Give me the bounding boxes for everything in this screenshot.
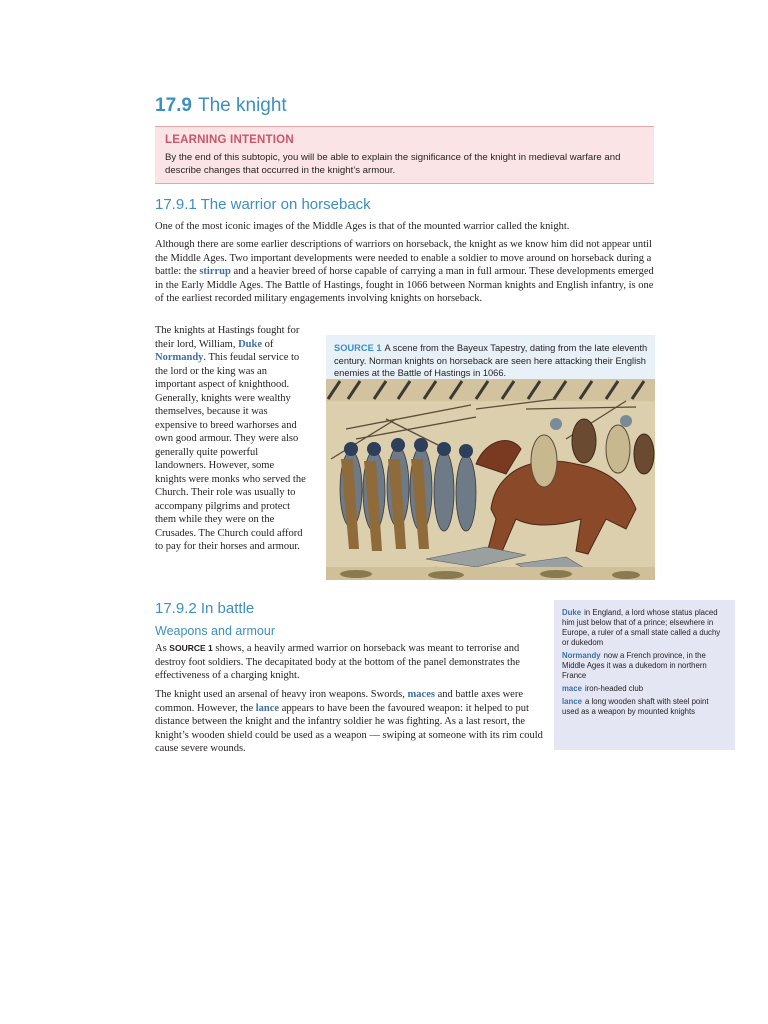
section-title	[155, 95, 287, 117]
glossary-term: lance	[562, 697, 582, 706]
text-span: shows, a heavily armed warrior on horseback was meant to terrorise and destroy foot soldiers. The decapitated body at the bottom of the panel demonstrates the effectiveness of a charging knight.	[155, 643, 520, 681]
section-title-text: The knight	[197, 95, 287, 116]
bayeux-tapestry-illustration	[326, 379, 655, 580]
paragraph-weapons	[155, 688, 543, 756]
glossary-definition: in England, a lord whose status placed him just below that of a prince; elsewhere in Europe, a ruler of a small state called a duchy or dukedom	[562, 608, 721, 647]
text-span: Although there are some earlier descriptions of warriors on horseback, the knight as we know him did not appear until the Middle Ages. Two important developments were needed to enable a soldier to move around on horseback during a battle: the	[155, 239, 652, 277]
paragraph-intro: One of the most iconic images of the Middle Ages is that of the mounted warrior called the knight.	[155, 221, 570, 232]
glossary-item-mace	[562, 684, 727, 694]
glossary-item-lance	[562, 697, 727, 717]
subsection-heading-battle: 17.9.2 In battle	[155, 600, 255, 617]
source-1-reference[interactable]: SOURCE 1	[169, 643, 213, 653]
keyword-duke[interactable]: Duke	[238, 338, 263, 350]
glossary-term: mace	[562, 684, 582, 693]
paragraph-foot-soldiers	[155, 642, 543, 683]
text-span: of	[262, 338, 274, 350]
keyword-maces[interactable]: maces	[407, 689, 435, 700]
section-number: 17.9	[155, 95, 192, 116]
keyword-normandy[interactable]: Normandy	[155, 352, 204, 363]
learning-intention-title: LEARNING INTENTION	[165, 134, 294, 146]
glossary-item-duke	[562, 608, 727, 648]
text-span: As	[155, 643, 170, 654]
subsection-subheading-weapons: Weapons and armour	[155, 624, 275, 638]
glossary-item-normandy	[562, 651, 727, 681]
bayeux-tapestry-image	[326, 379, 655, 580]
text-span: The knight used an arsenal of heavy iron weapons. Swords,	[155, 689, 408, 700]
source-1-figure	[326, 335, 655, 580]
paragraph-hastings	[155, 324, 307, 554]
text-span: The knights at Hastings fought for their lord, William,	[155, 325, 300, 350]
learning-intention-box	[155, 126, 654, 184]
text-span: and battle axes were common. However, the	[155, 689, 523, 714]
glossary-definition: iron-headed club	[584, 684, 644, 693]
keyword-lance[interactable]: lance	[255, 702, 280, 714]
source-1-caption	[334, 342, 652, 380]
subsection-heading-warrior: 17.9.1 The warrior on horseback	[155, 196, 371, 213]
glossary-term: Duke	[562, 608, 582, 617]
glossary-definition: now a French province, in the Middle Ages it was a dukedom in northern France	[562, 651, 707, 680]
keyword-stirrup[interactable]: stirrup	[199, 266, 231, 277]
paragraph-developments	[155, 238, 655, 306]
text-span: appears to have been the favoured weapon: it helped to put distance between the knight and the infantry soldier he was fighting. As a last resort, the knight’s wooden shield could be used as a weapon — swiping at someone with its rim could cause severe wounds.	[155, 702, 543, 754]
glossary-definition: a long wooden shaft with steel point used as a weapon by mounted knights	[562, 697, 709, 716]
glossary-box	[554, 600, 735, 750]
glossary-term: Normandy	[562, 651, 601, 660]
learning-intention-text: By the end of this subtopic, you will be able to explain the significance of the knight in medieval warfare and describe changes that occurred in the knight’s armour.	[165, 152, 621, 176]
text-span: and a heavier breed of horse capable of carrying a man in full armour. These developments emerged in the Early Middle Ages. The Battle of Hastings, fought in 1066 between Norman knights and English infantry, is one of the earliest recorded military engagements involving knights on horseback.	[155, 266, 654, 304]
source-1-caption-text: A scene from the Bayeux Tapestry, dating from the late eleventh century. Norman knights on horseback are seen here attacking their English enemies at the Battle of Hastings in 1066.	[334, 343, 648, 378]
source-1-label: SOURCE 1	[334, 343, 382, 353]
text-span: . This feudal service to the lord or the king was an important aspect of knighthood. Generally, knights were wealthy themselves, because it was expensive to breed warhorses and own good armour. They were also generally quite powerful landowners. However, some knights were monks who served the Church. Their role was usually to accompany pilgrims and protect them while they were on the Crusades. The Church could afford to pay for their horses and armour.	[155, 352, 306, 552]
